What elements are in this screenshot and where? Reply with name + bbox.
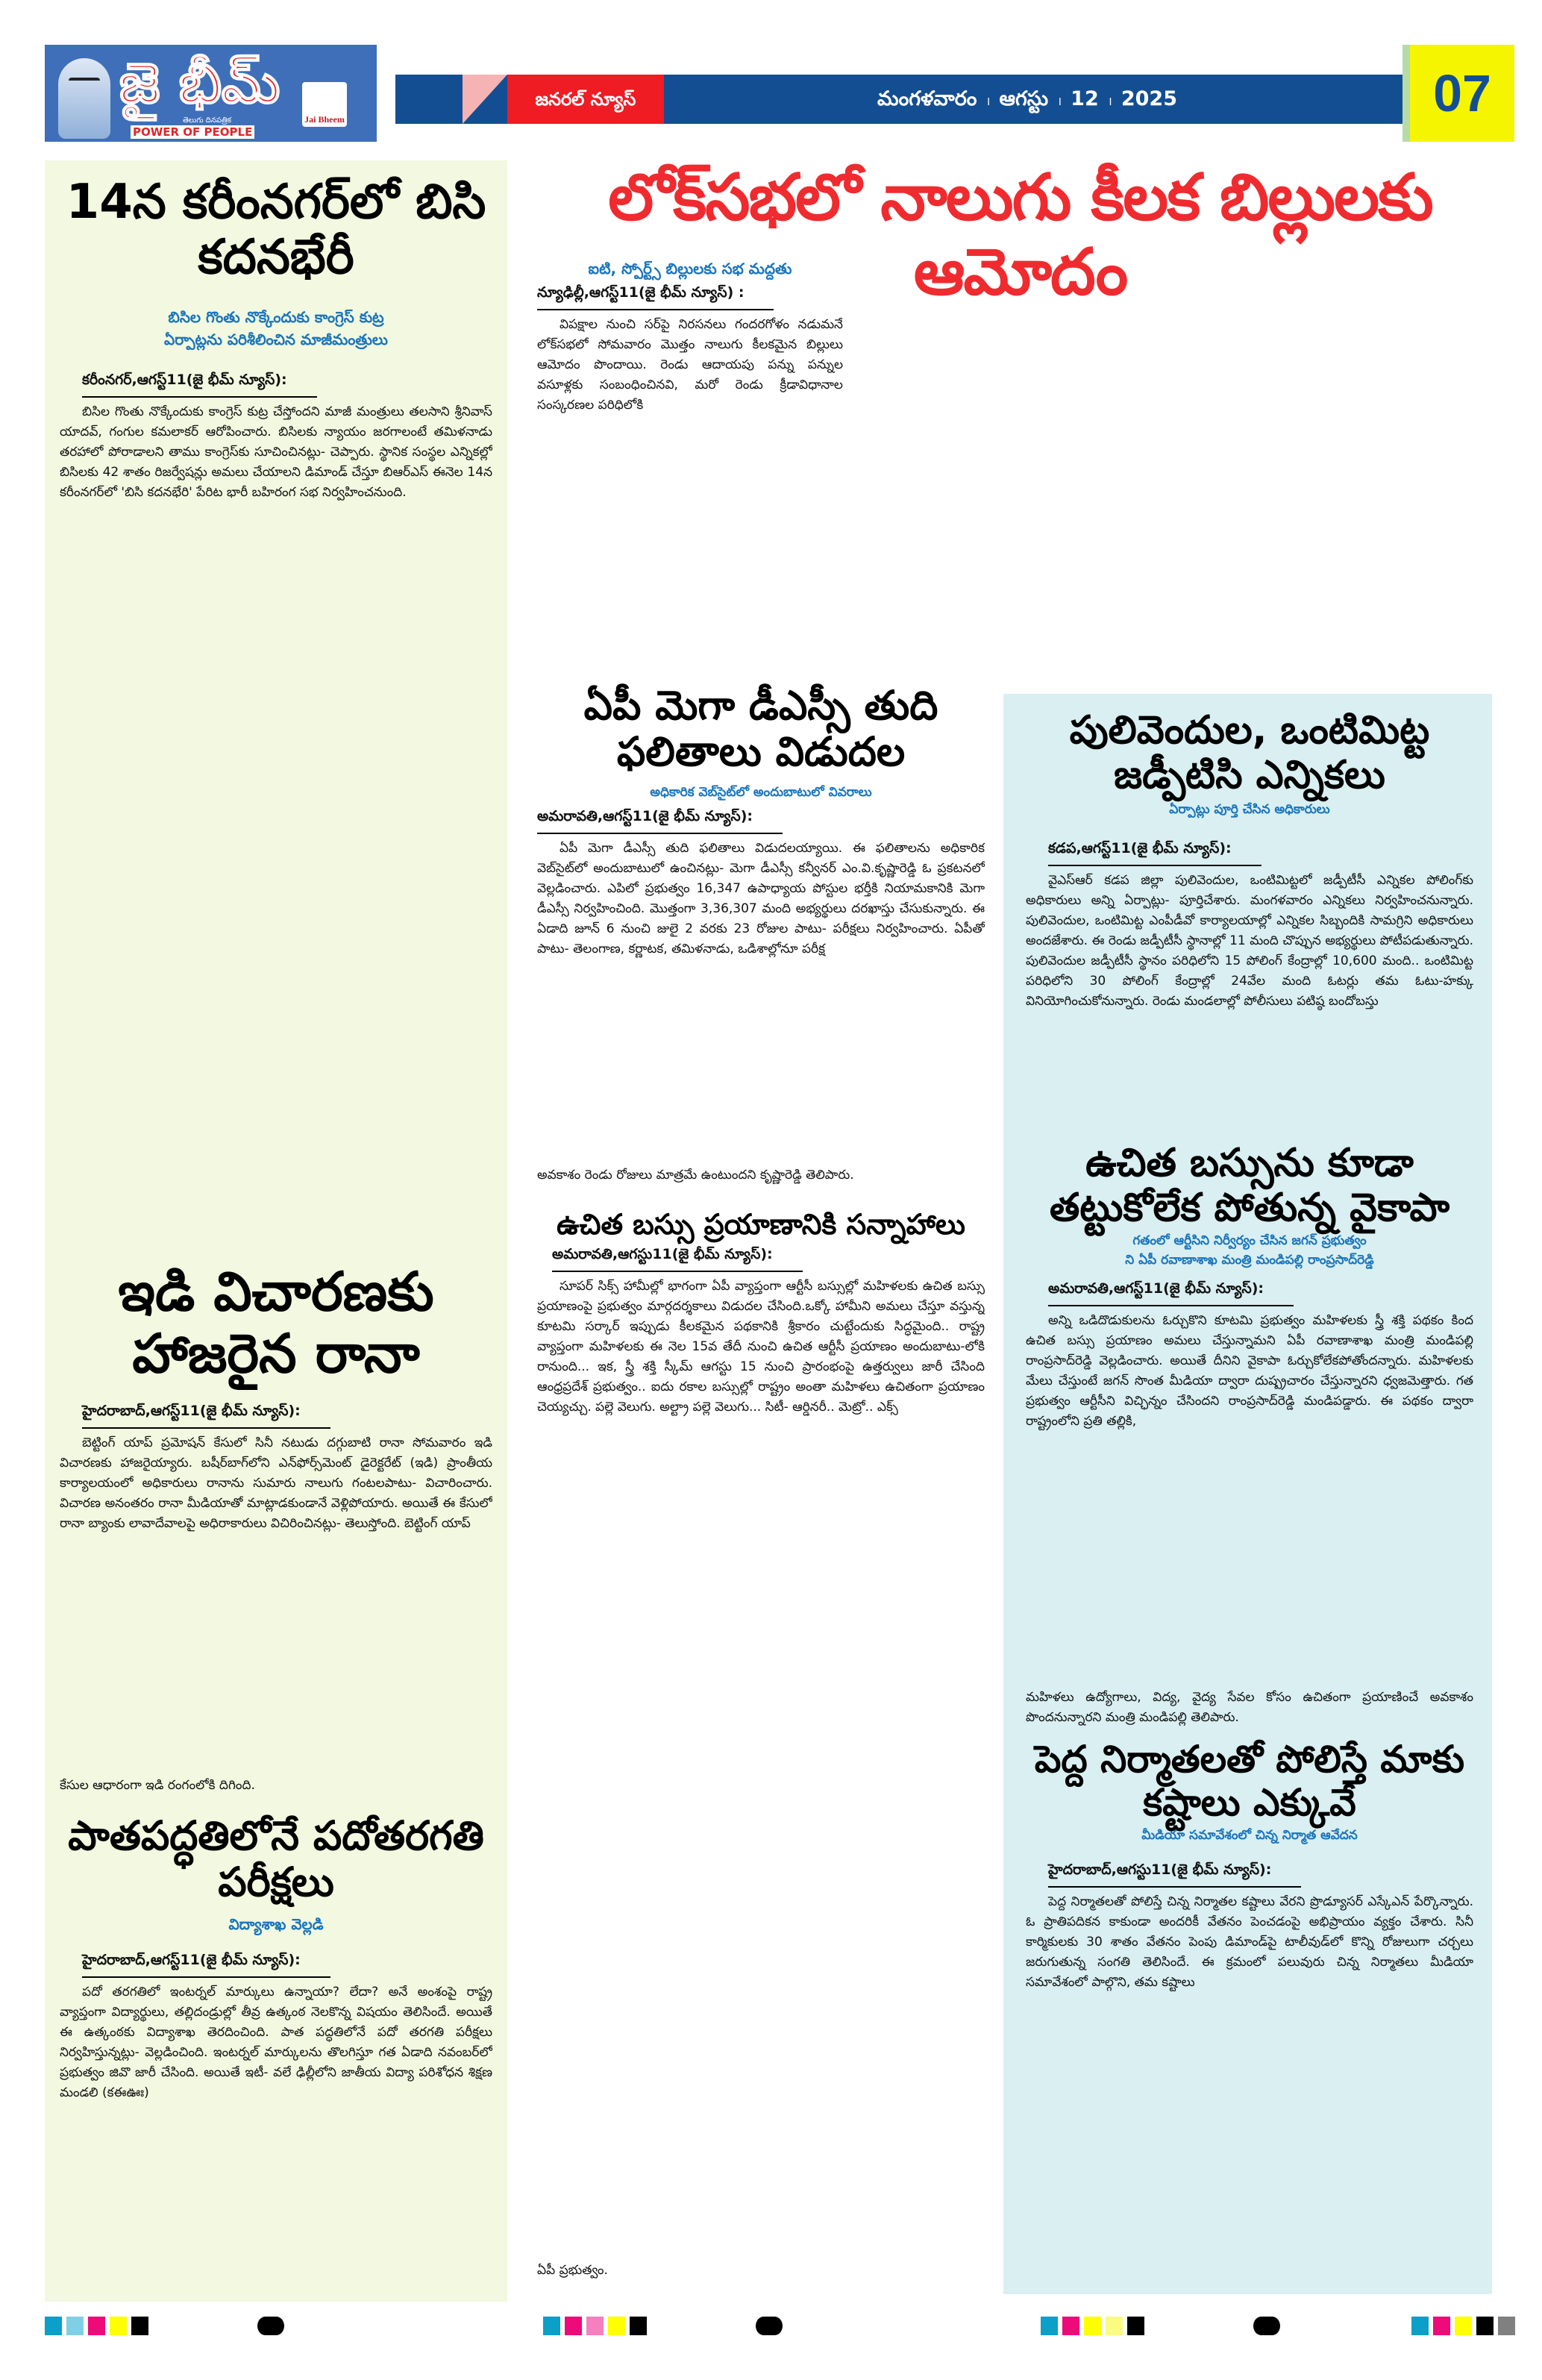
article-ycp-free-bus <box>1026 1142 1473 1679</box>
subhead: ఏర్పాట్లు పూర్తి చేసిన అధికారులు <box>1169 801 1330 817</box>
registration-mark-icon <box>257 2317 284 2335</box>
article-body: సూపర్ సిక్స్ హామీల్లో భాగంగా ఏపీ వ్యాప్తంగా ఆర్టీసీ బస్సుల్లో మహిళలకు ఉచిత బస్సు ప్రయాణంపై ప్రభుత్వం మార్గదర్శకాలు విడుదల చేసింది.ఒక్కో హామీని అమలు చేస్తూ వస్తున్న కూటమి సర్కార్ ఇప్పుడు కీలకమైన పథకానికి శ్రీకారం చుట్టేందుకు సిద్ధమైంది.. రాష్ట్ర వ్యాప్తంగా మహిళలకు ఈ నెల 15వ తేదీ నుంచి ఉచిత ఆర్టీసీ ప్రయాణం అందుబాటు-లోకి రానుంది... ఇక, స్త్రీ శక్తి స్కీమ్ ఆగస్టు 15 నుంచి ప్రారంభంపై ఉత్తర్వులు జారీ చేసింది ఆంధ్రప్రదేశ్ ప్రభుత్వం.. ఐదు రకాల బస్సుల్లో రాష్ట్రం అంతా మహిళలు ఉచితంగా ప్రయాణం చెయ్యచ్చు. పల్లె వెలుగు. అల్ట్రా పల్లె వెలుగు... సిటీ- ఆర్డినరీ.. మెట్రో.. ఎక్స్ <box>537 1278 985 1415</box>
subhead: గతంలో ఆర్టీసిని నిర్వీర్యం చేసిన జగన్ ప్రభుత్వం <box>1132 1233 1367 1248</box>
subhead: ఏర్పాట్లను పరిశీలించిన మాజీమంత్రులు <box>164 331 388 349</box>
header-accent <box>463 75 507 124</box>
brand-name: జై భీమ్ <box>119 51 280 116</box>
month: ఆగస్టు <box>999 87 1049 110</box>
headline: పాతపద్ధతిలోనే పదోతరగతి పరీక్షలు <box>68 1813 484 1906</box>
article-ed-rana-closing <box>60 1776 492 1796</box>
article-body-end: మహిళలు ఉద్యోగాలు, విద్య, వైద్య సేవల కోసం ఉచితంగా ప్రయాణించే అవకాశం పొందనున్నారని మంత్రి మండిపల్లి తెలిపారు. <box>1026 1690 1473 1725</box>
article-ed-rana <box>60 1261 492 1776</box>
subhead: అధికారిక వెబ్‌సైట్‌లో అందుబాటులో వివరాలు <box>650 785 872 801</box>
dateline: హైదరాబాద్,ఆగస్ట్11(జై భీమ్ న్యూస్): <box>82 1952 330 1978</box>
dateline: అమరావతి,ఆగస్ట్11(జై భీమ్ న్యూస్): <box>1048 1280 1294 1306</box>
article-free-bus <box>537 1209 985 2253</box>
article-ssc-exams <box>60 1813 492 2298</box>
headline: పెద్ద నిర్మాతలతో పోలిస్తే మాకు కష్టాలు ఎక్కువే <box>1034 1738 1465 1824</box>
article-body: పెద్ద నిర్మాతలతో పోలిస్తే చిన్న నిర్మాతల కష్టాలు వేరని ప్రొడ్యూసర్ ఎస్కేఎన్ పేర్కొన్నారు. ఓ ప్రాతిపదికన కాకుండా అందరికీ వేతనం పెంచడంపై అభిప్రాయం వ్యక్తం చేశారు. సినీ కార్మికులకు 30 శాతం వేతనం పెంపు డిమాండ్‌పై టాలీవుడ్‌లో కొన్ని రోజులుగా చర్చలు జరుగుతున్న సంగతి తెలిసిందే. ఈ క్రమంలో పలువురు చిన్న నిర్మాతలు మీడియా సమావేశంలో పాల్గొని, తమ కష్టాలు <box>1026 1894 1473 1990</box>
article-dsc-closing <box>537 1165 985 1186</box>
page-number: 07 <box>1402 45 1514 142</box>
article-body: పదో తరగతిలో ఇంటర్నల్ మార్కులు ఉన్నాయా? లేదా? అనే అంశంపై రాష్ట్ర వ్యాప్తంగా విద్యార్థులు, తల్లిదండ్రుల్లో తీవ్ర ఉత్కంఠ నెలకొన్న విషయం తెలిసిందే. అయితే ఈ ఉత్కంఠకు విద్యాశాఖ తెరదించింది. పాత పద్ధతిలోనే పదో తరగతి పరీక్షలు నిర్వహిస్తున్నట్లు- వెల్లడించింది. ఇంటర్నల్ మార్కులను తొలగిస్తూ గత ఏడాది నవంబర్‌లో ప్రభుత్వం జివొ జారీ చేసింది. అయితే ఇటీ- వలే ఢిల్లీలోని జాతీయ విద్యా పరిశోధన శిక్షణ మండలి (కఈఊః) <box>60 1985 492 2101</box>
article-loksabha <box>537 257 843 660</box>
subhead: విద్యాశాఖ వెల్లడి <box>228 1915 324 1934</box>
article-body-end: అవకాశం రెండు రోజులు మాత్రమే ఉంటుందని కృష్ణారెడ్డి తెలిపారు. <box>537 1168 854 1183</box>
color-registration-bar <box>45 2317 153 2335</box>
dateline: అమరావతి,ఆగస్టు11(జై భీమ్ న్యూస్): <box>552 1246 803 1272</box>
brand-slogan: POWER OF PEOPLE <box>131 125 254 139</box>
section-label: జనరల్ న్యూస్ <box>507 75 664 124</box>
subhead: ని ఏపీ రవాణాశాఖ మంత్రి మండిపల్లి రాంప్రసాద్‌రెడ్డి <box>1125 1252 1374 1268</box>
article-dsc <box>537 683 985 1160</box>
lead-headline: లోక్‌సభలో నాలుగు కీలక బిల్లులకు ఆమోదం <box>608 160 1432 310</box>
article-body: ఏపీ మెగా డీఎస్సీ తుది ఫలితాలు విడుదలయ్యాయి. ఈ ఫలితాలను అధికారిక వెబ్‌సైట్‌లో అందుబాటులో ఉంచినట్లు- మెగా డీఎస్సీ కన్వీనర్ ఎం.వి.కృష్ణారెడ్డి ఓ ప్రకటనలో వెల్లడించారు. ఎపిలో ప్రభుత్వం 16,347 ఉపాధ్యాయ పోస్టుల భర్తీకి నియామకానికి మెగా డీఎస్సీ నిర్వహించింది. మొత్తంగా 3,36,307 మంది అభ్యర్థులు దరఖాస్తు చేసుకున్నారు. ఈ ఏడాది జూన్ 6 నుంచి జులై 2 వరకు 23 రోజుల పాటు- పరీక్షలు నిర్వహించారు. ఏపీతో పాటు- తెలంగాణ, కర్ణాటక, తమిళనాడు, ఒడిశాల్లోనూ పరీక్ష <box>537 841 985 957</box>
article-free-bus-closing <box>537 2261 985 2281</box>
article-ycp-closing <box>1026 1688 1473 1728</box>
subhead: మీడియా సమావేశంలో చిన్న నిర్మాత ఆవేదన <box>1141 1828 1358 1843</box>
color-registration-bar <box>1041 2317 1149 2335</box>
dateline: అమరావతి,ఆగస్ట్11(జై భీమ్ న్యూస్): <box>537 808 783 834</box>
headline: పులివెందుల, ఒంటిమిట్ట జడ్పీటిసి ఎన్నికలు <box>1069 709 1430 798</box>
dateline: న్యూఢిల్లీ,ఆగస్ట్11(జై భీమ్ న్యూస్) : <box>537 284 774 310</box>
headline: 14న కరీంనగర్‌లో బిసి కదనభేరీ <box>66 175 486 285</box>
headline: ఏపీ మెగా డీఎస్సీ తుది ఫలితాలు విడుదల <box>583 683 938 776</box>
weekday: మంగళవారం <box>877 87 977 110</box>
article-body-end: కేసుల ఆధారంగా ఇడి రంగంలోకి దిగింది. <box>60 1778 255 1793</box>
date-separator: । <box>1057 94 1062 108</box>
headline: ఉచిత బస్సు ప్రయాణానికి సన్నాహాలు <box>557 1209 965 1241</box>
headline: ఉచిత బస్సును కూడా తట్టుకోలేక పోతున్న వైకాపా <box>1049 1142 1450 1230</box>
dateline: కరీంనగర్,ఆగస్ట్11(జై భీమ్ న్యూస్): <box>82 372 317 398</box>
article-body-end: ఏపీ ప్రభుత్వం. <box>537 2263 608 2278</box>
masthead-logo <box>45 45 377 142</box>
article-body: విపక్షాల నుంచి సర్‌పై నిరసనలు గందరగోళం నడుమనే లోక్‌సభలో సోమవారం మొత్తం నాలుగు కీలకమైన బిల్లులు ఆమోదం పొందాయి. రెండు ఆదాయపు పన్ను పన్నుల వసూళ్లకు సంబంధించినవి, మరో రెండు క్రీడావిధానాల సంస్కరణల పరిధిలోకి <box>537 317 843 413</box>
article-body: అన్ని ఒడిదొడుకులను ఓర్చుకొని కూటమి ప్రభుత్వం మహిళలకు స్త్రీ శక్తి పథకం కింద ఉచిత బస్సు ప్రయాణం అమలు చేస్తున్నామని ఏపీ రవాణాశాఖ మంత్రి మండిపల్లి రాంప్రసాద్‌రెడ్డి వెల్లడించారు. అయితే దీనిని వైకాపా ఓర్చుకోలేకపోతోందన్నారు. మహిళలకు మేలు చేస్తుంటే జగన్ సొంత మీడియా ద్వారా దుష్ప్రచారం చేస్తున్నారని ధ్వజమెత్తారు. గత ప్రభుత్వం ఆర్టీసీని విచ్ఛిన్నం చేసిందని రాంప్రసాద్‌రెడ్డి మండిపడ్డారు. ఈ పథకం ద్వారా రాష్ట్రంలోని ప్రతి తల్లికి, <box>1026 1312 1473 1429</box>
dateline: కడప,ఆగస్ట్11(జై భీమ్ న్యూస్): <box>1048 840 1262 866</box>
subhead: బిసిల గొంతు నొక్కేందుకు కాంగ్రెస్ కుట్ర <box>168 308 384 327</box>
article-body: బిసిల గొంతు నొక్కేందుకు కాంగ్రెస్ కుట్ర చేస్తోందని మాజీ మంత్రులు తలసాని శ్రీనివాస్ యాదవ్, గంగుల కమలాకర్ ఆరోపించారు. బిసిలకు న్యాయం జరగాలంటే తమిళనాడు తరహాలో పోరాడాలని తాము కాంగ్రెస్‌కు సూచించినట్లు- చెప్పారు. స్థానిక సంస్థల ఎన్నికల్లో బిసిలకు 42 శాతం రిజర్వేషన్లు అమలు చేయాలని డిమాండ్ చేస్తూ బిఆర్ఎస్ ఈనెల 14న కరీంనగర్‌లో 'బిసి కదనభేరి' పేరిట భారీ బహిరంగ సభ నిర్వహించనుంది. <box>60 404 492 501</box>
registration-mark-icon <box>756 2317 783 2335</box>
article-producers <box>1026 1738 1473 2283</box>
year: 2025 <box>1121 87 1177 110</box>
headline: ఇడి విచారణకు హాజరైన రానా <box>118 1261 434 1385</box>
color-registration-bar <box>1411 2317 1520 2335</box>
dateline: హైదరాబాద్,ఆగస్టు11(జై భీమ్ న్యూస్): <box>1048 1861 1301 1888</box>
day: 12 <box>1071 87 1099 110</box>
registration-mark-icon <box>1253 2317 1280 2335</box>
article-zptc-elections <box>1026 709 1473 1127</box>
subhead: ఐటి, స్పోర్ట్స్ బిల్లులకు సభ మద్దతు <box>588 260 792 278</box>
brand-tagline: తెలుగు దినపత్రిక <box>183 116 232 125</box>
issue-date <box>873 75 1182 124</box>
ambedkar-portrait-icon <box>58 58 110 139</box>
article-body: వైఎస్ఆర్ కడప జిల్లా పులివెందుల, ఒంటిమిట్టలో జడ్పీటీసీ ఎన్నికల పోలింగ్‌కు అధికారులు అన్ని ఏర్పాట్లు- పూర్తిచేశారు. మంగళవారం ఎన్నికలు నిర్వహించనున్నారు. పులివెందుల, ఒంటిమిట్ట ఎంపీడీవో కార్యాలయాల్లో ఎన్నికల సిబ్బందికి సామగ్రిని అధికారులు అందజేశారు. ఈ రెండు జడ్పీటీసీ స్థానాల్లో 11 మంది చొప్పున అభ్యర్థులు పోటీపడుతున్నారు. పులివెందుల జడ్పీటీసీ స్థానం పరిధిలోని 15 పోలింగ్ కేంద్రాల్లో 10,600 మంది.. ఒంటిమిట్ట పరిధిలోని 30 పోలింగ్ కేంద్రాల్లో 24వేల మంది ఓటర్లు తమ ఓటు-హక్కు వినియోగించుకోనున్నారు. రెండు మండలాల్లో పోలీసులు పటిష్ఠ బందోబస్తు <box>1026 872 1473 1009</box>
jai-bheem-tv-logo: Jai Bheem <box>302 82 347 127</box>
date-separator: । <box>985 94 991 108</box>
color-registration-bar <box>543 2317 651 2335</box>
article-body: బెట్టింగ్ యాప్ ప్రమోషన్ కేసులో సినీ నటుడు దగ్గుబాటి రానా సోమవారం ఇడి విచారణకు హాజరైయ్యారు. బషీర్‌బాగ్‌లోని ఎన్‌ఫోర్స్‌మెంట్ డైరెక్టరేట్ (ఇడి) ప్రాంతీయ కార్యాలయంలో అధికారులు రానాను సుమారు నాలుగు గంటలపాటు- విచారించారు. విచారణ అనంతరం రానా మీడియాతో మాట్లాడకుండానే వెళ్లిపోయారు. అయితే ఈ కేసులో రానా బ్యాంకు లావాదేవాలపై అధిరాకారులు విచిరించినట్లు- తెలుస్తోంది. బెట్టింగ్ యాప్ <box>60 1435 492 1531</box>
dateline: హైదరాబాద్,ఆగస్ట్11(జై భీమ్ న్యూస్): <box>82 1403 330 1429</box>
date-separator: । <box>1107 94 1112 108</box>
article-karimnagar <box>60 175 492 1235</box>
